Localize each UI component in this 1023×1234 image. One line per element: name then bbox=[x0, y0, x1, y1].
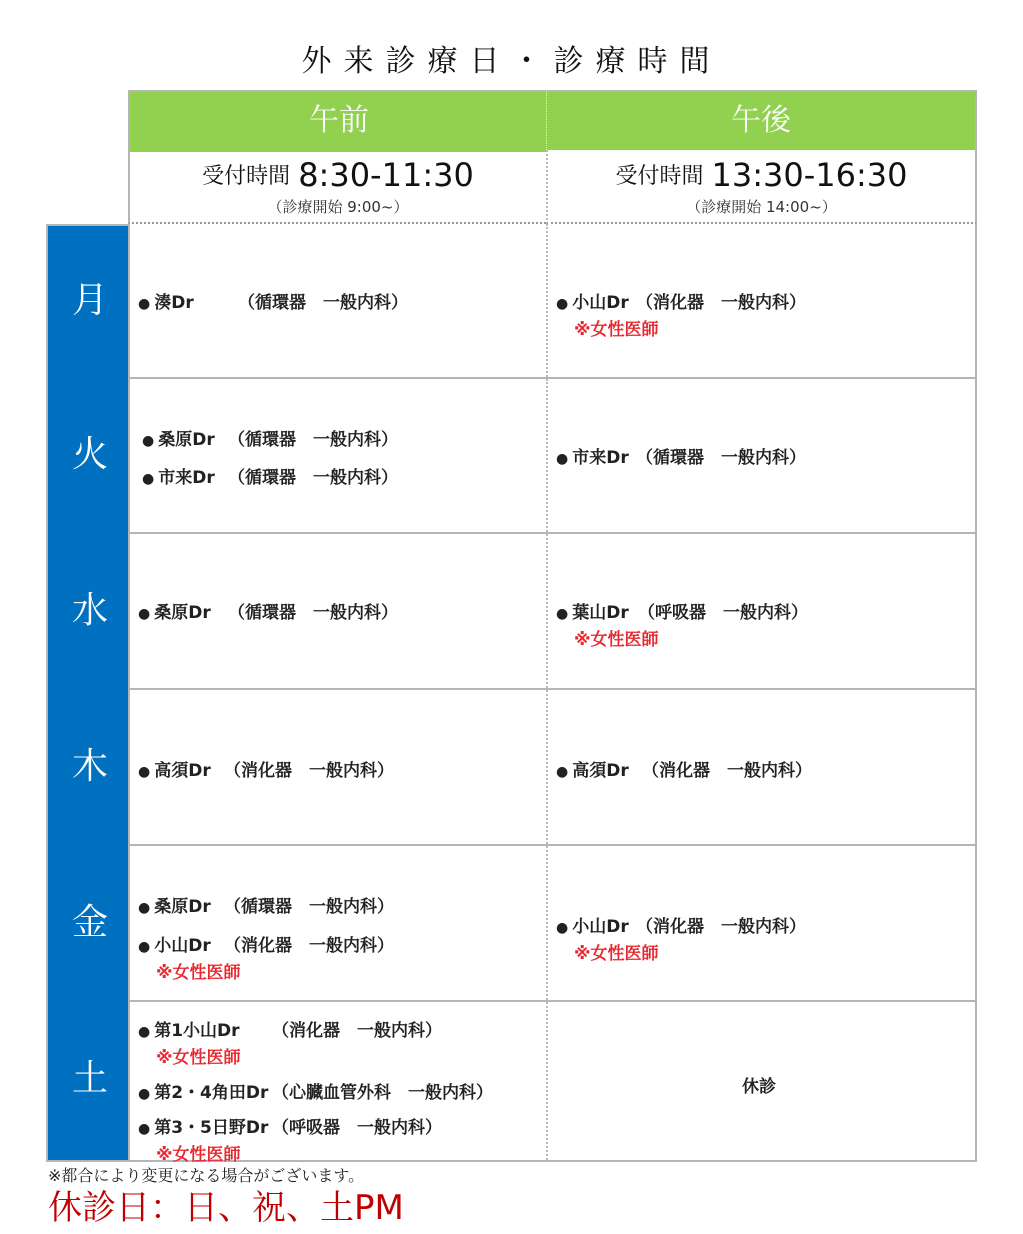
schedule-entry: ● 湊Dr （循環器 一般内科） bbox=[138, 288, 194, 313]
department: （呼吸器 一般内科） bbox=[272, 1118, 442, 1138]
reception-label: 受付時間 bbox=[615, 164, 704, 189]
cell-pm bbox=[556, 598, 808, 650]
department: （循環器 一般内科） bbox=[224, 897, 394, 917]
closed-label: 休診 bbox=[742, 1077, 776, 1097]
day-label: 土 bbox=[71, 1058, 108, 1099]
cell-am bbox=[138, 756, 394, 781]
header-pm: 午後 bbox=[546, 90, 977, 150]
day-label: 火 bbox=[71, 434, 108, 475]
row-friday bbox=[130, 846, 977, 1002]
doctor-name: 湊Dr bbox=[154, 293, 194, 313]
doctor-name: 小山Dr bbox=[154, 936, 211, 956]
department: （消化器 一般内科） bbox=[642, 761, 812, 781]
cell-am bbox=[138, 1016, 493, 1165]
schedule-entry: ● 高須Dr （消化器 一般内科） bbox=[138, 756, 211, 781]
day-label: 金 bbox=[71, 902, 108, 943]
department: （消化器 一般内科） bbox=[272, 1021, 442, 1041]
doctor-name: 葉山Dr bbox=[572, 603, 629, 623]
cell-am bbox=[142, 425, 398, 488]
treatment-start: （診療開始 14:00~） bbox=[686, 198, 837, 216]
schedule-entry: ● 第3・5日野Dr （呼吸器 一般内科） bbox=[138, 1113, 268, 1138]
doctor-name: 高須Dr bbox=[154, 761, 211, 781]
schedule-entry: ● 葉山Dr （呼吸器 一般内科） bbox=[556, 598, 659, 623]
schedule-entry: ● 桑原Dr （循環器 一般内科） bbox=[142, 425, 215, 450]
reception-hours: 13:30-16:30 bbox=[711, 156, 908, 194]
department: （循環器 一般内科） bbox=[238, 293, 408, 313]
cell-pm bbox=[556, 756, 812, 781]
doctor-name: 小山Dr bbox=[572, 917, 629, 937]
schedule-entry: ● 小山Dr （消化器 一般内科） bbox=[556, 912, 659, 937]
day-label: 木 bbox=[71, 746, 108, 787]
cell-am bbox=[138, 598, 398, 623]
schedule-entry: ● 小山Dr （消化器 一般内科） bbox=[556, 288, 659, 313]
doctor-name: 小山Dr bbox=[572, 293, 629, 313]
doctor-name: 市来Dr bbox=[158, 468, 215, 488]
department: （消化器 一般内科） bbox=[636, 293, 806, 313]
day-label: 月 bbox=[71, 280, 108, 321]
department: （呼吸器 一般内科） bbox=[638, 603, 808, 623]
doctor-name: 高須Dr bbox=[572, 761, 629, 781]
schedule-table bbox=[46, 90, 977, 1165]
page-title: 外来診療日・診療時間 bbox=[301, 44, 722, 79]
day-column bbox=[46, 224, 130, 1162]
department: （循環器 一般内科） bbox=[228, 468, 398, 488]
doctor-name: 第3・5日野Dr bbox=[154, 1118, 269, 1138]
schedule-entry: ● 桑原Dr （循環器 一般内科） bbox=[138, 892, 241, 917]
row-wednesday bbox=[130, 534, 977, 690]
schedule-entry: ● 市来Dr （循環器 一般内科） bbox=[142, 463, 215, 488]
department: （消化器 一般内科） bbox=[224, 761, 394, 781]
department: （循環器 一般内科） bbox=[636, 448, 806, 468]
reception-label: 受付時間 bbox=[202, 164, 291, 189]
schedule-entry: ● 高須Dr （消化器 一般内科） bbox=[556, 756, 629, 781]
doctor-name: 第1小山Dr bbox=[154, 1021, 240, 1041]
row-saturday bbox=[130, 1002, 977, 1165]
department: （循環器 一般内科） bbox=[228, 603, 398, 623]
row-thursday bbox=[130, 690, 977, 846]
doctor-name: 市来Dr bbox=[572, 448, 629, 468]
header-am: 午前 bbox=[128, 90, 548, 152]
doctor-name: 桑原Dr bbox=[154, 897, 211, 917]
closed-days: 休診日：日、祝、土PM bbox=[48, 1188, 404, 1228]
doctor-name: 第2・4角田Dr bbox=[154, 1083, 269, 1103]
department: （循環器 一般内科） bbox=[228, 430, 398, 450]
schedule-entry: ● 市来Dr （循環器 一般内科） bbox=[556, 443, 629, 468]
schedule-entry: ● 第1小山Dr （消化器 一般内科） bbox=[138, 1016, 268, 1041]
day-label: 水 bbox=[71, 590, 108, 631]
female-doctor-note: ※女性医師 bbox=[156, 1048, 241, 1068]
cell-am bbox=[138, 892, 394, 983]
doctor-name: 桑原Dr bbox=[158, 430, 215, 450]
doctor-name: 桑原Dr bbox=[154, 603, 211, 623]
department: （消化器 一般内科） bbox=[224, 936, 394, 956]
cell-pm bbox=[556, 288, 806, 340]
treatment-start: （診療開始 9:00~） bbox=[267, 198, 409, 216]
schedule-entry: ● 第2・4角田Dr （心臓血管外科 一般内科） bbox=[138, 1078, 268, 1103]
female-doctor-note: ※女性医師 bbox=[574, 320, 659, 340]
schedule-entry: ● 小山Dr （消化器 一般内科） bbox=[138, 931, 241, 956]
female-doctor-note: ※女性医師 bbox=[574, 944, 659, 964]
hours-pm bbox=[546, 150, 977, 224]
female-doctor-note: ※女性医師 bbox=[156, 1145, 241, 1165]
cell-pm bbox=[556, 443, 806, 468]
female-doctor-note: ※女性医師 bbox=[156, 963, 241, 983]
cell-pm bbox=[556, 912, 806, 964]
schedule-entry: ● 桑原Dr （循環器 一般内科） bbox=[138, 598, 211, 623]
hours-am bbox=[128, 150, 546, 224]
reception-hours: 8:30-11:30 bbox=[298, 156, 474, 194]
department: （消化器 一般内科） bbox=[636, 917, 806, 937]
change-notice: ※都合により変更になる場合がございます。 bbox=[48, 1166, 365, 1185]
female-doctor-note: ※女性医師 bbox=[574, 630, 659, 650]
cell-am bbox=[138, 288, 408, 313]
department: （心臓血管外科 一般内科） bbox=[272, 1083, 493, 1103]
row-tuesday bbox=[130, 379, 977, 534]
row-monday bbox=[130, 224, 977, 379]
